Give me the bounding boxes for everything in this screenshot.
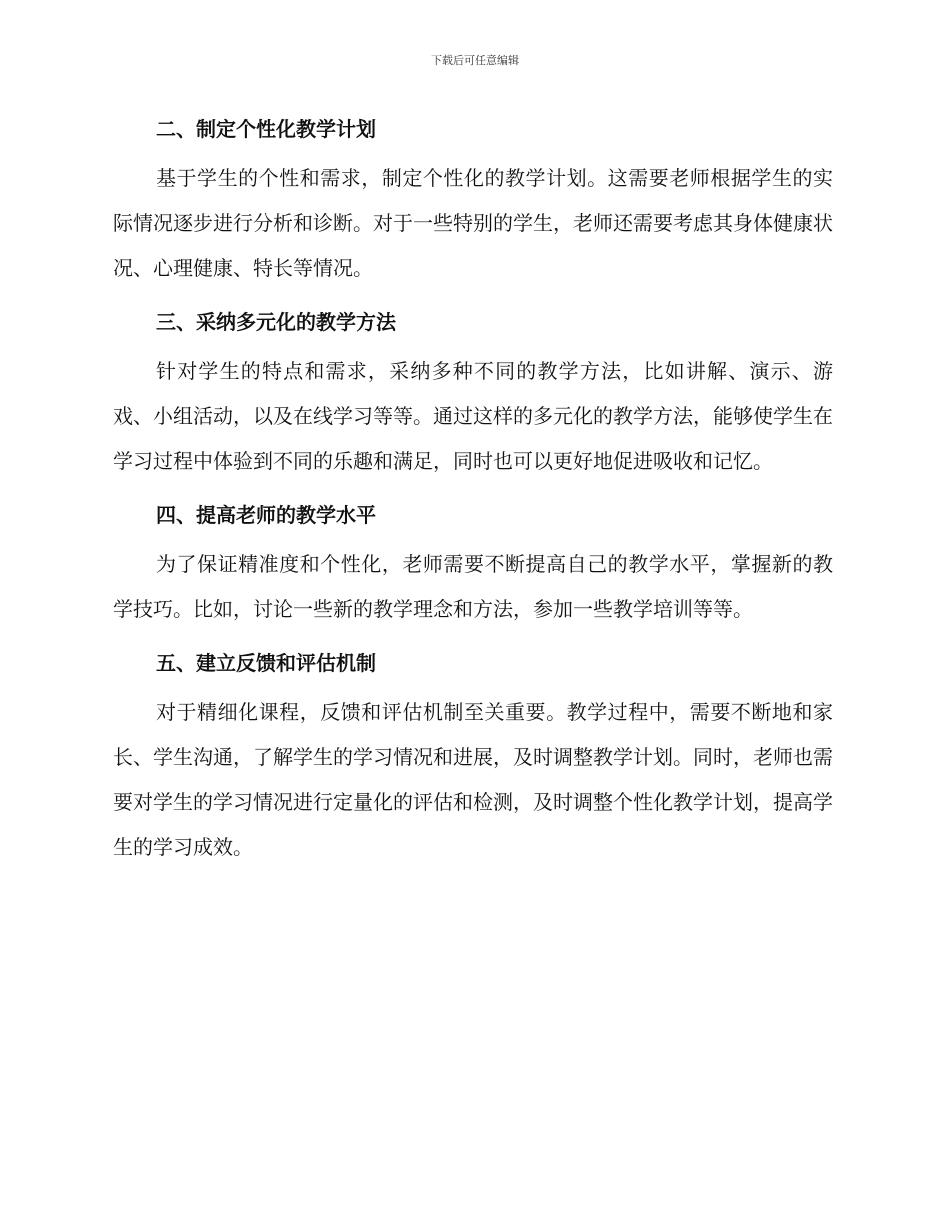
section-paragraph: 基于学生的个性和需求，制定个性化的教学计划。这需要老师根据学生的实际情况逐步进行分析和诊断。对于一些特别的学生，老师还需要考虑其身体健康状况、心理健康、特长等情况。: [113, 166, 833, 280]
section-5: [113, 642, 833, 870]
section-heading: 五、建立反馈和评估机制: [156, 651, 376, 675]
section-2: [113, 108, 833, 291]
section-paragraph: 对于精细化课程，反馈和评估机制至关重要。教学过程中，需要不断地和家长、学生沟通，了解学生的学习情况和进展，及时调整教学计划。同时，老师也需要对学生的学习情况进行定量化的评估和检测，及时调整个性化教学计划，提高学生的学习成效。: [113, 700, 833, 859]
section-heading: 四、提高老师的教学水平: [156, 503, 376, 527]
section-heading: 三、采纳多元化的教学方法: [156, 310, 396, 334]
section-heading: 二、制定个性化教学计划: [156, 117, 376, 141]
section-paragraph: 为了保证精准度和个性化，老师需要不断提高自己的教学水平，掌握新的教学技巧。比如，讨论一些新的教学理念和方法，参加一些教学培训等等。: [113, 552, 833, 621]
page-header: 下载后可任意编辑: [431, 54, 519, 67]
document-body: [113, 108, 833, 880]
section-paragraph: 针对学生的特点和需求，采纳多种不同的教学方法，比如讲解、演示、游戏、小组活动，以及在线学习等等。通过这样的多元化的教学方法，能够使学生在学习过程中体验到不同的乐趣和满足，同时也可以更好地促进吸收和记忆。: [113, 359, 833, 473]
section-3: [113, 301, 833, 484]
section-4: [113, 494, 833, 632]
